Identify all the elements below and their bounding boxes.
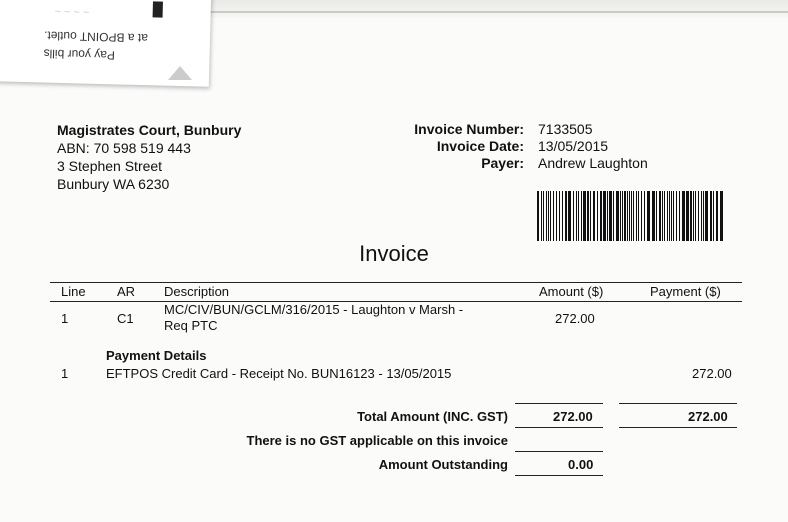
barcode-bar xyxy=(590,191,591,241)
barcode-bar xyxy=(568,191,571,241)
barcode-bar xyxy=(638,191,639,241)
total-amount-rule-top xyxy=(515,403,603,404)
total-payment-rule-top xyxy=(619,403,737,404)
header-line: Line xyxy=(61,284,86,299)
barcode-bar xyxy=(541,191,542,241)
barcode-bar xyxy=(679,191,680,241)
issuer-address xyxy=(57,121,241,193)
barcode-bar xyxy=(673,191,674,241)
payer-label: Payer: xyxy=(481,155,524,171)
total-amount-rule-bottom xyxy=(515,427,603,428)
barcode-bar xyxy=(620,191,621,241)
barcode-bar xyxy=(553,191,554,241)
barcode-bar xyxy=(644,191,645,241)
barcode-bar xyxy=(587,191,589,241)
barcode-bar xyxy=(693,191,694,241)
barcode-bar xyxy=(710,191,712,241)
total-payment-rule-bottom xyxy=(619,427,737,428)
barcode-bar xyxy=(720,191,723,241)
barcode-bar xyxy=(698,191,699,241)
scan-edge-line xyxy=(210,11,788,13)
outstanding-rule-top xyxy=(515,451,603,452)
barcode-bar xyxy=(581,191,582,241)
header-payment: Payment ($) xyxy=(650,284,721,299)
barcode-bar xyxy=(578,191,579,241)
page-title: Invoice xyxy=(359,241,429,266)
barcode-bar xyxy=(593,191,595,241)
total-label: Total Amount (INC. GST) xyxy=(357,409,508,424)
barcode-bar xyxy=(716,191,718,241)
row-description-1: MC/CIV/BUN/GCLM/316/2015 - Laughton v Marsh - xyxy=(164,302,464,317)
header-description: Description xyxy=(164,284,230,299)
barcode-bar xyxy=(603,191,606,241)
barcode-bar xyxy=(546,191,547,241)
barcode-bar xyxy=(565,191,567,241)
barcode-bar xyxy=(631,191,632,241)
barcode-bar xyxy=(576,191,577,241)
barcode-bar xyxy=(597,191,598,241)
sticker-line-2: at a BPOINT outlet. xyxy=(43,28,149,46)
barcode-bar xyxy=(559,191,560,241)
barcode-bar xyxy=(667,191,668,241)
barcode-bar xyxy=(622,191,623,241)
barcode-bar xyxy=(701,191,702,241)
row-line: 1 xyxy=(61,311,69,326)
barcode-bar xyxy=(647,191,650,241)
payment-row-amount: 272.00 xyxy=(692,366,732,381)
outstanding-rule-bottom xyxy=(515,475,603,476)
barcode-bar xyxy=(690,191,692,241)
table-header xyxy=(50,282,742,302)
row-ar: C1 xyxy=(117,311,134,326)
barcode-bar xyxy=(659,191,661,241)
sticker-line-1: Pay your bills xyxy=(43,46,116,63)
barcode-bar xyxy=(562,191,563,241)
barcode-bar xyxy=(537,191,539,241)
barcode-bar xyxy=(556,191,557,241)
barcode-bar xyxy=(641,191,642,241)
barcode-bar xyxy=(627,191,628,241)
barcode-bar xyxy=(676,191,677,241)
barcode-bar xyxy=(573,191,574,241)
barcode-bar xyxy=(686,191,689,241)
barcode-bar xyxy=(671,191,672,241)
payer-name: Andrew Laughton xyxy=(538,155,648,171)
row-description-2: Req PTC xyxy=(164,318,218,333)
barcode-bar xyxy=(543,191,544,241)
issuer-street: 3 Stephen Street xyxy=(57,158,163,174)
payment-row-description: EFTPOS Credit Card - Receipt No. BUN16123 - 13/05/2015 xyxy=(106,366,452,381)
sticker-faint-text: ~ ~ ~ ~ xyxy=(54,4,90,18)
barcode-bar xyxy=(583,191,586,241)
barcode-bar xyxy=(705,191,708,241)
barcode-bar xyxy=(607,191,608,241)
invoice-number: 7133505 xyxy=(538,121,593,137)
barcode-bar xyxy=(600,191,602,241)
barcode-bar xyxy=(652,191,655,241)
outstanding-label: Amount Outstanding xyxy=(378,457,508,472)
invoice-date: 13/05/2015 xyxy=(538,138,609,154)
barcode xyxy=(537,191,727,241)
header-ar: AR xyxy=(117,284,136,299)
barcode-bar xyxy=(713,191,714,241)
barcode-bar xyxy=(703,191,704,241)
outstanding-amount: 0.00 xyxy=(568,457,594,472)
barcode-bar xyxy=(633,191,634,241)
barcode-bar xyxy=(636,191,637,241)
barcode-bar xyxy=(695,191,696,241)
issuer-abn: ABN: 70 598 519 443 xyxy=(57,140,191,156)
barcode-bar xyxy=(616,191,619,241)
gst-note: There is no GST applicable on this invoice xyxy=(246,433,508,448)
barcode-bar xyxy=(662,191,663,241)
total-payment: 272.00 xyxy=(688,409,728,424)
barcode-bar xyxy=(682,191,685,241)
payment-row-line: 1 xyxy=(61,366,69,381)
barcode-bar xyxy=(629,191,630,241)
barcode-bar xyxy=(613,191,614,241)
barcode-bar xyxy=(669,191,670,241)
invoice-number-label: Invoice Number: xyxy=(414,121,524,137)
barcode-bar xyxy=(664,191,665,241)
issuer-name: Magistrates Court, Bunbury xyxy=(57,122,242,138)
sticker-mark xyxy=(153,1,163,17)
barcode-bar xyxy=(656,191,657,241)
invoice-meta xyxy=(360,121,648,172)
barcode-bar xyxy=(624,191,626,241)
barcode-bar xyxy=(609,191,612,241)
barcode-bar xyxy=(548,191,549,241)
invoice-date-label: Invoice Date: xyxy=(436,138,524,154)
total-amount: 272.00 xyxy=(553,409,593,424)
payment-details-heading: Payment Details xyxy=(106,348,207,363)
row-amount: 272.00 xyxy=(555,311,595,326)
header-amount: Amount ($) xyxy=(539,284,604,299)
sticker-fold-shadow xyxy=(168,66,192,80)
issuer-city: Bunbury WA 6230 xyxy=(57,176,170,192)
barcode-bar xyxy=(550,191,551,241)
